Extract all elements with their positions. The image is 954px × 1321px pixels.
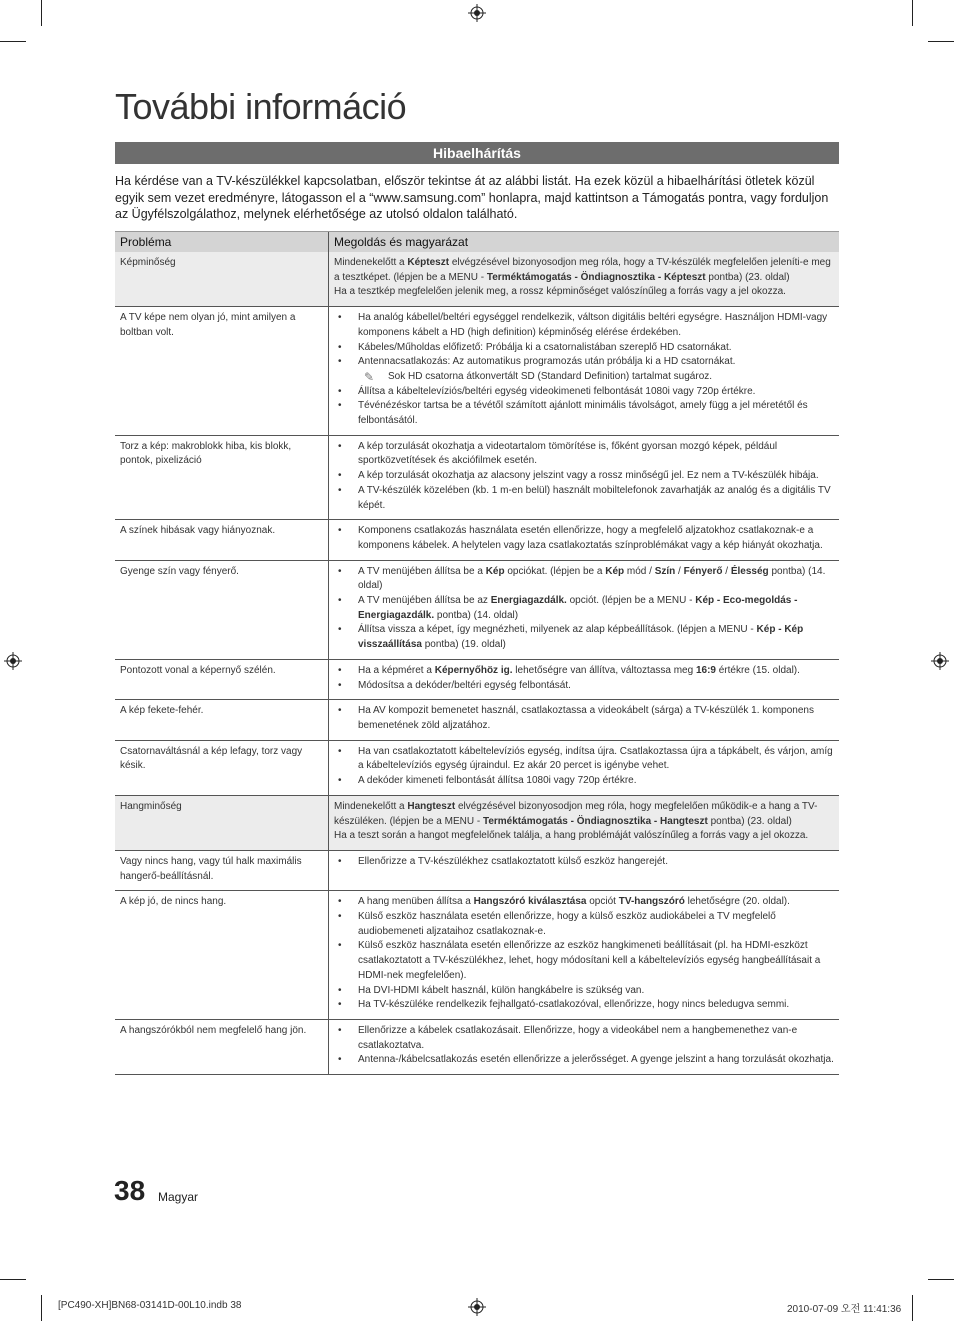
list-item (334, 704, 834, 733)
crop-mark (0, 41, 26, 42)
list-item (334, 910, 834, 939)
list-item (334, 623, 834, 652)
text-segment: A kép torzulását okozhatja az alacsony jelszint vagy a rossz minőségű jel. Ez nem a TV-készülék hibája. (358, 470, 819, 482)
table-row (115, 659, 839, 699)
text-segment: - (474, 815, 483, 827)
text-segment: A hang menüben állítsa a (358, 896, 474, 908)
text-segment: / (675, 565, 684, 577)
text-segment: Ellenőrizze a kábelek csatlakozásait. Ellenőrizze, hogy a videokábel nem a hangbemenethez van-e csatlakoztatva. (358, 1024, 798, 1051)
text-segment: pontba) (19. oldal) (421, 639, 506, 651)
solution-list (334, 895, 834, 1013)
problem-cell: A kép fekete-fehér. (115, 700, 329, 740)
text-segment: mód / (624, 565, 655, 577)
problem-cell: A színek hibásak vagy hiányoznak. (115, 520, 329, 560)
troubleshooting-table (115, 231, 839, 1075)
text-segment: Hangszóró kiválasztása (473, 896, 587, 908)
list-item (334, 355, 834, 370)
solution-cell (329, 252, 840, 307)
problem-cell: Torz a kép: makroblokk hiba, kis blokk, pontok, pixelizáció (115, 435, 329, 520)
list-item (334, 341, 834, 356)
crop-mark (912, 0, 913, 26)
text-segment: Ha a képméret a (358, 664, 435, 676)
text-segment: MENU (444, 815, 475, 827)
crop-mark (0, 1279, 26, 1280)
solution-list (334, 440, 834, 514)
solution-cell (329, 307, 840, 436)
text-segment: A dekóder kimeneti felbontását állítsa 1080i vagy 720p értékre. (358, 775, 637, 787)
text-segment: Kábeles/Műholdas előfizető: Próbálja ki a csatornalistában szereplő HD csatornákat. (358, 341, 732, 353)
solution-cell (329, 700, 840, 740)
table-row (115, 795, 839, 850)
table-row (115, 740, 839, 795)
table-row (115, 252, 839, 307)
crop-mark (41, 1295, 42, 1321)
text-segment: Kép (605, 565, 625, 577)
table-row (115, 435, 839, 520)
text-segment: TV-hangszóró (618, 896, 685, 908)
text-segment: Kép (485, 565, 505, 577)
text-segment: értékre (15. oldal). (715, 664, 800, 676)
solution-list (334, 704, 834, 733)
text-segment: Ha TV-készüléke rendelkezik fejhallgató-csatlakozóval, ellenőrizze, hogy nincs beledugva semmi. (358, 999, 790, 1011)
solution-list (334, 745, 834, 789)
solution-paragraph (334, 829, 834, 844)
text-segment: pontba) (23. oldal) (705, 271, 790, 283)
problem-cell: Gyenge szín vagy fényerő. (115, 560, 329, 659)
note-pencil-icon: ✎ (364, 369, 375, 384)
registration-mark-icon (931, 652, 949, 670)
text-segment: elvégzésével bizonyosodjon meg róla, hogy a TV-készülék megfelelően jeleníti-e meg a tesztképet. (lépjen be a (334, 257, 831, 283)
text-segment: Ha DVI-HDMI kábelt használ, külön hangkábelre is szükség van. (358, 984, 645, 996)
intro-paragraph: Ha kérdése van a TV-készülékkel kapcsolatban, először tekintse át az alábbi listát. Ha ezek közül a hibaelhárítási ötletek közül egyik sem vezet eredményre, látogasson el a “www.samsung.com” honlapra, majd kattintson a Támogatás pontra, vagy forduljon az Ügyfélszolgálathoz, melynek elérhetősége az utolsó oldalon található. (115, 174, 829, 221)
problem-cell: A TV képe nem olyan jó, mint amilyen a boltban volt. (115, 307, 329, 436)
print-slug-date: 2010-07-09 오전 11:41:36 (787, 1304, 902, 1315)
crop-mark (41, 0, 42, 26)
text-segment: Antennacsatlakozás: Az automatikus programozás után próbálja ki a HD csatornákat. (358, 356, 736, 368)
text-segment: MENU (718, 624, 748, 636)
solution-cell (329, 560, 840, 659)
page-title: További információ (115, 86, 407, 127)
registration-mark-icon (468, 1298, 486, 1316)
text-segment: Élesség (730, 565, 769, 577)
solution-cell (329, 1019, 840, 1074)
solution-cell (329, 435, 840, 520)
text-segment: A kép torzulását okozhatja a videotartalom tömörítése is, főként gyorsan mozgó képek, például sportközvetítések és akciófilmek esetén. (358, 440, 778, 467)
text-segment: - (747, 624, 757, 636)
text-segment: Terméktámogatás - Öndiagnosztika - Hangteszt (482, 815, 708, 827)
text-segment: A TV menüjében állítsa be a (358, 565, 486, 577)
text-segment: Terméktámogatás - Öndiagnosztika - Képteszt (486, 271, 706, 283)
problem-cell: Hangminőség (115, 795, 329, 850)
list-item (334, 311, 834, 340)
text-segment: - (477, 271, 487, 283)
solution-cell (329, 850, 840, 890)
text-segment: Módosítsa a dekóder/beltéri egység felbontását. (358, 679, 571, 691)
text-segment: Ha a teszt során a hangot megfelelőnek találja, a hang problémáját valószínűleg a forrás vagy a jel okozza. (334, 830, 809, 842)
list-item (334, 998, 834, 1013)
text-segment: elvégzésével bizonyosodjon meg róla, hogy megfelelően működik-e a hang a TV-készüléken. (lépjen be a (334, 800, 818, 827)
text-segment: / (722, 565, 731, 577)
text-segment: pontba) (23. oldal) (707, 815, 792, 827)
crop-mark (912, 1295, 913, 1321)
text-segment: Fényerő (683, 565, 723, 577)
text-segment: Képteszt (407, 257, 450, 268)
registration-mark-icon (4, 652, 22, 670)
list-item (334, 399, 834, 428)
list-item (334, 939, 834, 983)
solution-paragraph (334, 256, 834, 285)
problem-cell: A kép jó, de nincs hang. (115, 891, 329, 1020)
text-segment: Mindenekelőtt a (334, 800, 408, 812)
crop-mark (928, 1279, 954, 1280)
text-segment: Sok HD csatorna átkonvertált SD (Standard Definition) tartalmat sugároz. (388, 370, 713, 382)
list-item (334, 664, 834, 679)
table-row (115, 850, 839, 890)
solution-cell (329, 520, 840, 560)
solution-list (334, 565, 834, 653)
list-item (334, 679, 834, 694)
solution-list (334, 311, 834, 429)
solution-paragraph (334, 800, 834, 829)
text-segment: Hangteszt (407, 800, 456, 812)
text-segment: - (686, 595, 696, 607)
problem-cell: A hangszórókból nem megfelelő hang jön. (115, 1019, 329, 1074)
solution-list (334, 664, 834, 693)
text-segment: Szín (654, 565, 676, 577)
registration-mark-icon (468, 4, 486, 22)
list-item (334, 984, 834, 999)
text-segment: lehetőségre (20. oldal). (684, 896, 790, 908)
text-segment: Képernyőhöz ig. (434, 664, 513, 676)
text-segment: Külső eszköz használata esetén ellenőrizze az eszköz hangkimeneti beállításait (pl. ha HDMI-eszközt csatlakoztatott a TV-készülékhez, lehet, hogy módosítani kell a kábeltelevíziós egység hangbeállításait a HDMI-nek megfelelően). (358, 940, 821, 981)
list-item (334, 484, 834, 513)
solution-cell (329, 891, 840, 1020)
text-segment: A TV menüjében állítsa be az (358, 595, 491, 607)
list-item (334, 1053, 834, 1068)
list-item (334, 895, 834, 910)
table-row (115, 520, 839, 560)
problem-cell: Csatornaváltásnál a kép lefagy, torz vagy késik. (115, 740, 329, 795)
text-segment: Kép - Kép visszaállítása (358, 624, 804, 651)
table-header-row (115, 232, 839, 253)
text-segment: 16:9 (695, 664, 716, 676)
text-segment: Állítsa vissza a képet, így megnézheti, milyenek az alap képbeállítások. (lépjen a (358, 624, 719, 636)
text-segment: Antenna-/kábelcsatlakozás esetén ellenőrizze a jelerősséget. A gyenge jelszint a hang torzulását okozhatja. (358, 1054, 834, 1066)
text-segment: A TV-készülék közelében (kb. 1 m-en belül) használt mobiltelefonok zavarhatják az analóg és a digitális TV képét. (358, 484, 831, 511)
text-segment: Külső eszköz használata esetén ellenőrizze, hogy a külső eszköz audiokábelei a TV megfelelő audiobemeneti aljzataihoz csatlakoznak-e. (358, 911, 776, 937)
text-segment: Tévénézéskor tartsa be a tévétől számított ajánlott minimális távolságot, amely függ a jel méretétől és felbontásától. (358, 400, 808, 427)
crop-mark (928, 41, 954, 42)
list-item (334, 524, 834, 553)
page-number: 38 (114, 1175, 146, 1206)
text-segment: Ellenőrizze a TV-készülékhez csatlakoztatott külső eszköz hangerejét. (358, 855, 668, 867)
list-item (334, 745, 834, 774)
text-segment: opciókat. (lépjen be a (504, 565, 606, 577)
section-header: Hibaelhárítás (115, 142, 839, 164)
text-segment: MENU (656, 595, 687, 607)
problem-cell: Pontozott vonal a képernyő szélén. (115, 659, 329, 699)
print-slug-file: [PC490-XH]BN68-03141D-00L10.indb 38 (58, 1300, 242, 1311)
note-item (334, 370, 834, 385)
text-segment: Ha a tesztkép megfelelően jelenik meg, a rossz képminőséget valószínűleg a forrás vagy a jel okozza. (334, 286, 786, 298)
text-segment: Komponens csatlakozás használata esetén ellenőrizze, hogy a megfelelő aljzatokhoz csatlakoznak-e a komponens kábelek. A helytelen vagy laza csatlakoztatás színproblémákat vagy a kép hiányát okozhatja. (358, 525, 823, 551)
column-header-solution: Megoldás és magyarázat (329, 232, 840, 253)
solution-list (334, 524, 834, 553)
list-item (334, 1024, 834, 1053)
table-row (115, 560, 839, 659)
solution-list (334, 855, 834, 870)
list-item (334, 565, 834, 594)
text-segment: Ha AV kompozit bemenetet használ, csatlakoztassa a videokábelt (sárga) a TV-készülék 1. komponens bemenetének zöld aljzatához. (358, 705, 814, 731)
table-row (115, 700, 839, 740)
column-header-problem: Probléma (115, 232, 329, 253)
table-body (115, 252, 839, 1075)
text-segment: opciót (586, 896, 619, 908)
problem-cell: Vagy nincs hang, vagy túl halk maximális hangerő-beállításnál. (115, 850, 329, 890)
list-item (334, 469, 834, 484)
text-segment: MENU (448, 271, 478, 283)
solution-list (334, 1024, 834, 1068)
text-segment: opciót. (lépjen be a (566, 595, 657, 607)
problem-cell: Képminőség (115, 252, 329, 307)
text-segment: pontba) (14. oldal) (434, 609, 519, 621)
text-segment: lehetőségre van állítva, változtassa meg (512, 664, 696, 676)
list-item (334, 440, 834, 469)
text-segment: Energiagazdálk. (490, 595, 567, 607)
text-segment: Ha analóg kábellel/beltéri egységgel rendelkezik, váltson digitális beltéri egységre. Használjon HDMI-vagy komponens kábelt a HD (high definition) képminőség elérése érdekében. (358, 312, 828, 338)
text-segment: Állítsa a kábeltelevíziós/beltéri egység videokimeneti felbontását 1080i vagy 720p értékre. (358, 385, 756, 397)
list-item (334, 774, 834, 789)
solution-paragraph (334, 285, 834, 300)
solution-cell (329, 659, 840, 699)
table-row (115, 307, 839, 436)
text-segment: Kép - Eco-megoldás - Energiagazdálk. (358, 595, 798, 621)
list-item (334, 385, 834, 400)
solution-cell (329, 795, 840, 850)
page-language: Magyar (158, 1190, 199, 1204)
text-segment: pontba) (14. oldal) (358, 565, 826, 592)
text-segment: Mindenekelőtt a (334, 257, 408, 268)
solution-cell (329, 740, 840, 795)
text-segment: Ha van csatlakoztatott kábeltelevíziós egység, indítsa újra. Csatlakoztassa újra a tápkábelt, és várjon, amíg a kábeltelevíziós egység újraindul. Ez akár 20 percet is igénybe vehet. (358, 745, 833, 772)
table-row (115, 891, 839, 1020)
list-item (334, 594, 834, 623)
table-row (115, 1019, 839, 1074)
list-item (334, 855, 834, 870)
